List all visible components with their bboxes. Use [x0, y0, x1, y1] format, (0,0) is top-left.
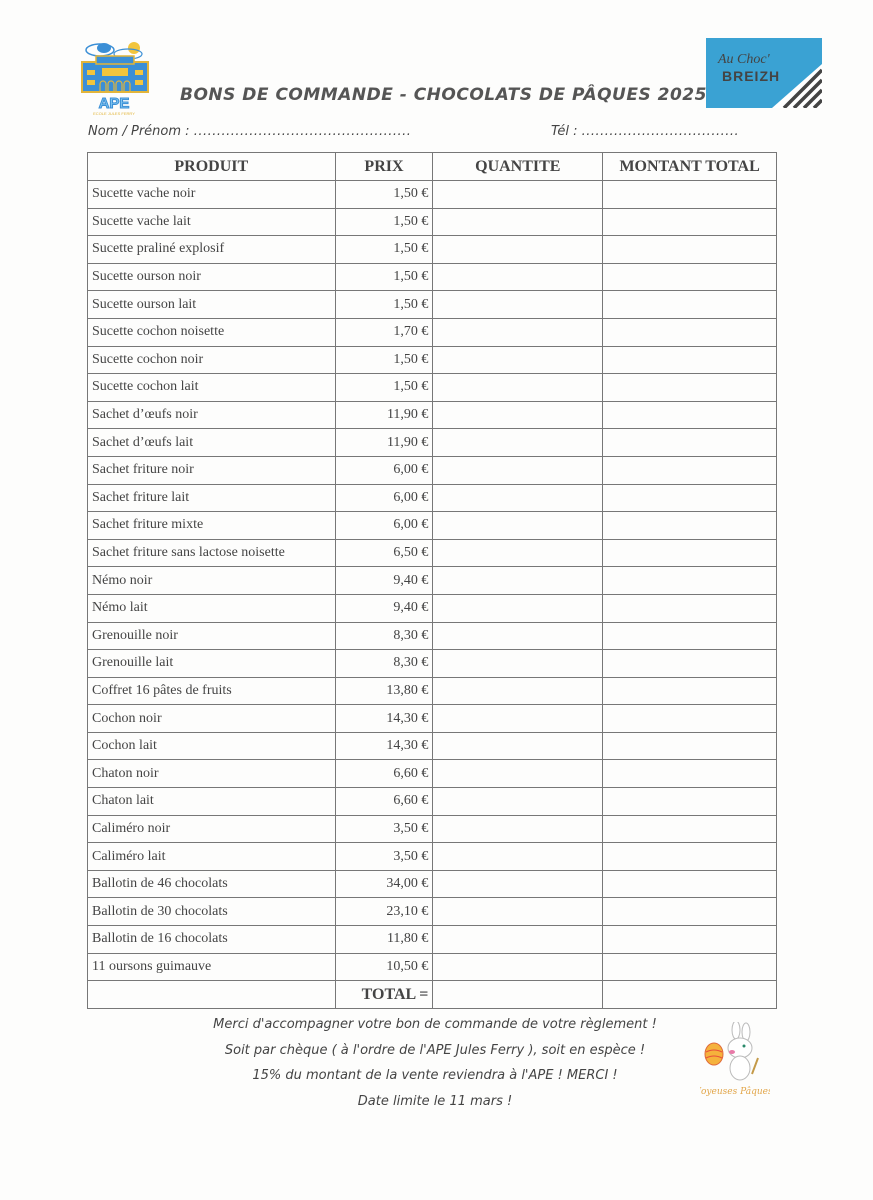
table-row — [88, 650, 777, 678]
amount-total-cell[interactable] — [603, 870, 777, 898]
product-name: Chaton noir — [88, 760, 336, 788]
quantity-cell[interactable] — [433, 291, 603, 319]
quantity-cell[interactable] — [433, 760, 603, 788]
page-title: BONS DE COMMANDE - CHOCOLATS DE PÂQUES 2025 — [180, 85, 707, 105]
quantity-cell[interactable] — [433, 456, 603, 484]
amount-total-cell[interactable] — [603, 401, 777, 429]
table-row — [88, 484, 777, 512]
phone-label: Tél : — [551, 124, 578, 139]
product-price: 1,50 € — [335, 236, 433, 264]
table-row — [88, 208, 777, 236]
product-price: 1,50 € — [335, 181, 433, 209]
footer-line-cheque: Soit par chèque ( à l'ordre de l'APE Jules Ferry ), soit en espèce ! — [224, 1042, 646, 1058]
amount-total-cell[interactable] — [603, 484, 777, 512]
quantity-cell[interactable] — [433, 208, 603, 236]
quantity-cell[interactable] — [433, 843, 603, 871]
table-row — [88, 953, 777, 981]
table-row — [88, 374, 777, 402]
quantity-cell[interactable] — [433, 953, 603, 981]
quantity-cell[interactable] — [433, 236, 603, 264]
quantity-cell[interactable] — [433, 926, 603, 954]
table-row — [88, 926, 777, 954]
quantity-cell[interactable] — [433, 677, 603, 705]
product-name: Sucette ourson noir — [88, 263, 336, 291]
product-name: Caliméro lait — [88, 843, 336, 871]
product-price: 10,50 € — [335, 953, 433, 981]
product-name: Sucette vache noir — [88, 181, 336, 209]
total-quantity-cell[interactable] — [433, 981, 603, 1009]
product-price: 1,70 € — [335, 318, 433, 346]
table-row — [88, 594, 777, 622]
amount-total-cell[interactable] — [603, 429, 777, 457]
table-row — [88, 539, 777, 567]
amount-total-cell[interactable] — [603, 843, 777, 871]
product-name: Cochon lait — [88, 732, 336, 760]
amount-total-cell[interactable] — [603, 732, 777, 760]
product-price: 11,90 € — [335, 401, 433, 429]
product-name: Coffret 16 pâtes de fruits — [88, 677, 336, 705]
footer-line-deadline: Date limite le 11 mars ! — [357, 1093, 513, 1109]
product-price: 3,50 € — [335, 815, 433, 843]
product-price: 1,50 € — [335, 374, 433, 402]
header-quantite: QUANTITE — [433, 153, 603, 181]
header-produit: PRODUIT — [88, 153, 336, 181]
amount-total-cell[interactable] — [603, 208, 777, 236]
amount-total-cell[interactable] — [603, 236, 777, 264]
product-name: Cochon noir — [88, 705, 336, 733]
product-price: 13,80 € — [335, 677, 433, 705]
header-prix: PRIX — [335, 153, 433, 181]
product-price: 6,00 € — [335, 456, 433, 484]
quantity-cell[interactable] — [433, 898, 603, 926]
easter-bunny-icon — [700, 1022, 770, 1106]
product-name: 11 oursons guimauve — [88, 953, 336, 981]
partner-logo-line1: Au Choc' — [718, 52, 770, 67]
quantity-cell[interactable] — [433, 484, 603, 512]
product-price: 34,00 € — [335, 870, 433, 898]
quantity-cell[interactable] — [433, 429, 603, 457]
product-price: 6,50 € — [335, 539, 433, 567]
amount-total-cell[interactable] — [603, 567, 777, 595]
table-row — [88, 429, 777, 457]
quantity-cell[interactable] — [433, 732, 603, 760]
product-name: Ballotin de 30 chocolats — [88, 898, 336, 926]
product-price: 1,50 € — [335, 208, 433, 236]
stripes-icon — [772, 64, 822, 108]
amount-total-cell[interactable] — [603, 291, 777, 319]
table-row — [88, 401, 777, 429]
order-table — [87, 152, 777, 1009]
product-price: 6,60 € — [335, 760, 433, 788]
easter-bunny-illustration — [700, 1022, 770, 1106]
au-choc-breizh-logo — [706, 38, 822, 108]
amount-total-cell[interactable] — [603, 677, 777, 705]
product-name: Sachet friture mixte — [88, 512, 336, 540]
table-row — [88, 181, 777, 209]
table-row — [88, 456, 777, 484]
product-price: 11,80 € — [335, 926, 433, 954]
footer-line-payment: Merci d'accompagner votre bon de commande de votre règlement ! — [213, 1017, 657, 1032]
amount-total-cell[interactable] — [603, 898, 777, 926]
name-input-line[interactable]: ............................................... — [193, 124, 412, 139]
quantity-cell[interactable] — [433, 401, 603, 429]
product-name: Grenouille lait — [88, 650, 336, 678]
table-row — [88, 512, 777, 540]
product-price: 9,40 € — [335, 594, 433, 622]
product-name: Sucette cochon noir — [88, 346, 336, 374]
product-price: 14,30 € — [335, 732, 433, 760]
quantity-cell[interactable] — [433, 318, 603, 346]
product-name: Caliméro noir — [88, 815, 336, 843]
amount-total-cell[interactable] — [603, 318, 777, 346]
amount-total-cell[interactable] — [603, 263, 777, 291]
amount-total-cell[interactable] — [603, 953, 777, 981]
amount-total-cell[interactable] — [603, 512, 777, 540]
quantity-cell[interactable] — [433, 346, 603, 374]
amount-total-cell[interactable] — [603, 539, 777, 567]
product-price: 23,10 € — [335, 898, 433, 926]
quantity-cell[interactable] — [433, 650, 603, 678]
footer-line-percent: 15% du montant de la vente reviendra à l'APE ! MERCI ! — [252, 1068, 618, 1083]
svg-text:APE: APE — [98, 95, 130, 112]
product-price: 8,30 € — [335, 650, 433, 678]
amount-total-cell[interactable] — [603, 815, 777, 843]
table-header-row — [88, 153, 777, 181]
total-label: TOTAL = — [335, 981, 433, 1009]
phone-field[interactable] — [551, 124, 739, 139]
quantity-cell[interactable] — [433, 788, 603, 816]
quantity-cell[interactable] — [433, 539, 603, 567]
amount-total-cell[interactable] — [603, 705, 777, 733]
svg-text:Joyeuses Pâques: Joyeuses Pâques — [700, 1087, 770, 1097]
table-row — [88, 732, 777, 760]
product-name: Sachet d’œufs noir — [88, 401, 336, 429]
product-name: Sachet d’œufs lait — [88, 429, 336, 457]
quantity-cell[interactable] — [433, 567, 603, 595]
name-label: Nom / Prénom : — [88, 124, 190, 139]
quantity-cell[interactable] — [433, 622, 603, 650]
amount-total-cell[interactable] — [603, 456, 777, 484]
total-row — [88, 981, 777, 1009]
quantity-cell[interactable] — [433, 705, 603, 733]
grand-total-cell[interactable] — [603, 981, 777, 1009]
total-empty-cell — [88, 981, 336, 1009]
amount-total-cell[interactable] — [603, 346, 777, 374]
product-name: Ballotin de 46 chocolats — [88, 870, 336, 898]
product-name: Némo noir — [88, 567, 336, 595]
product-name: Némo lait — [88, 594, 336, 622]
header-montant-total: MONTANT TOTAL — [603, 153, 777, 181]
table-row — [88, 622, 777, 650]
quantity-cell[interactable] — [433, 512, 603, 540]
quantity-cell[interactable] — [433, 374, 603, 402]
product-price: 1,50 € — [335, 346, 433, 374]
product-price: 9,40 € — [335, 567, 433, 595]
amount-total-cell[interactable] — [603, 594, 777, 622]
product-name: Grenouille noir — [88, 622, 336, 650]
table-row — [88, 898, 777, 926]
table-row — [88, 263, 777, 291]
quantity-cell[interactable] — [433, 870, 603, 898]
table-row — [88, 677, 777, 705]
product-name: Ballotin de 16 chocolats — [88, 926, 336, 954]
table-row — [88, 705, 777, 733]
table-row — [88, 788, 777, 816]
product-name: Sucette praliné explosif — [88, 236, 336, 264]
table-row — [88, 870, 777, 898]
amount-total-cell[interactable] — [603, 650, 777, 678]
product-name: Chaton lait — [88, 788, 336, 816]
school-building-icon — [78, 40, 150, 116]
table-row — [88, 236, 777, 264]
quantity-cell[interactable] — [433, 815, 603, 843]
quantity-cell[interactable] — [433, 594, 603, 622]
product-name: Sachet friture sans lactose noisette — [88, 539, 336, 567]
product-name: Sucette cochon lait — [88, 374, 336, 402]
amount-total-cell[interactable] — [603, 181, 777, 209]
partner-logo-line2: BREIZH — [722, 68, 781, 84]
product-price: 8,30 € — [335, 622, 433, 650]
product-name: Sachet friture noir — [88, 456, 336, 484]
product-name: Sucette cochon noisette — [88, 318, 336, 346]
phone-input-line[interactable]: .................................. — [581, 124, 740, 139]
table-row — [88, 291, 777, 319]
amount-total-cell[interactable] — [603, 622, 777, 650]
product-price: 6,00 € — [335, 484, 433, 512]
product-price: 1,50 € — [335, 263, 433, 291]
table-row — [88, 567, 777, 595]
product-price: 14,30 € — [335, 705, 433, 733]
table-row — [88, 843, 777, 871]
amount-total-cell[interactable] — [603, 374, 777, 402]
product-name: Sucette ourson lait — [88, 291, 336, 319]
footer-notes — [140, 1012, 730, 1114]
table-row — [88, 318, 777, 346]
product-name: Sucette vache lait — [88, 208, 336, 236]
svg-text:ECOLE JULES FERRY: ECOLE JULES FERRY — [93, 111, 135, 116]
table-row — [88, 346, 777, 374]
ape-logo — [78, 40, 150, 116]
amount-total-cell[interactable] — [603, 760, 777, 788]
product-price: 1,50 € — [335, 291, 433, 319]
quantity-cell[interactable] — [433, 263, 603, 291]
table-row — [88, 815, 777, 843]
product-price: 6,00 € — [335, 512, 433, 540]
product-price: 3,50 € — [335, 843, 433, 871]
amount-total-cell[interactable] — [603, 926, 777, 954]
quantity-cell[interactable] — [433, 181, 603, 209]
name-field[interactable] — [88, 124, 411, 139]
product-name: Sachet friture lait — [88, 484, 336, 512]
product-price: 6,60 € — [335, 788, 433, 816]
product-price: 11,90 € — [335, 429, 433, 457]
table-row — [88, 760, 777, 788]
amount-total-cell[interactable] — [603, 788, 777, 816]
